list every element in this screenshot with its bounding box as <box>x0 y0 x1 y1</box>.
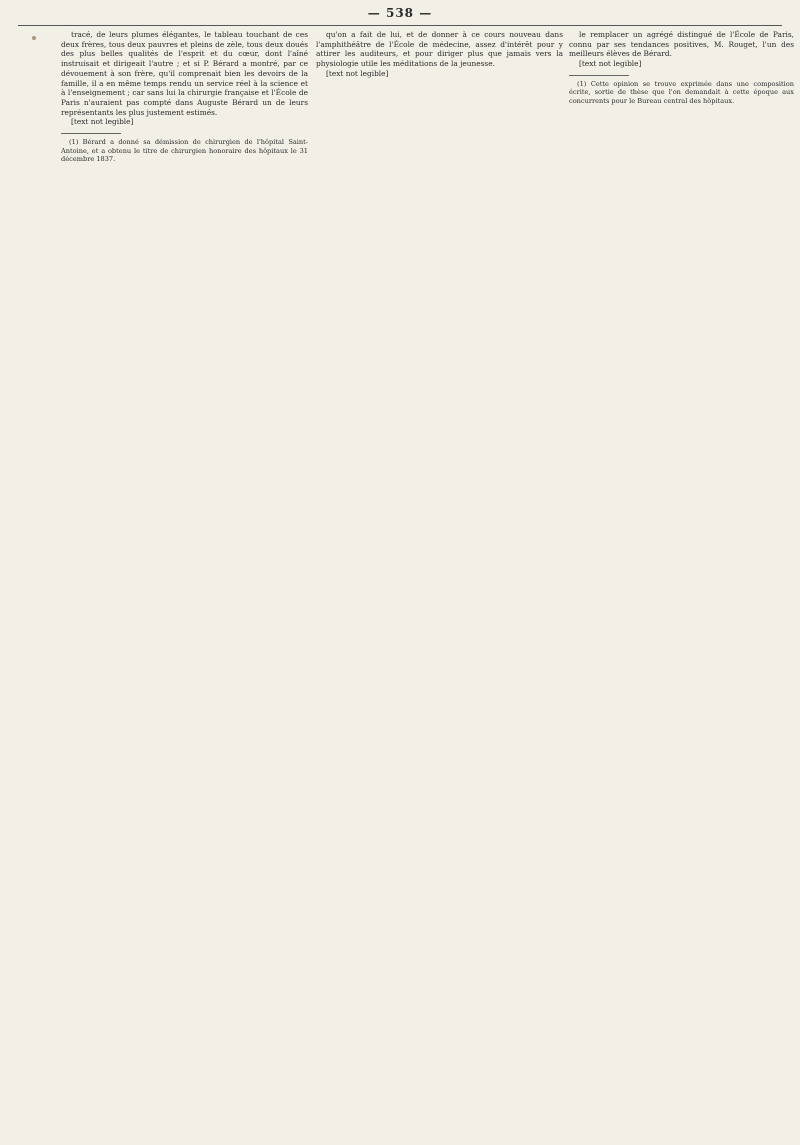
footnote-divider <box>569 75 629 76</box>
footnote-text: (1) Cette opinion se trouve exprimée dans une composition écrite, sortie de thèse que l'on demandait à cette époque aux concurrents pour le Bureau central des hôpitaux. <box>569 79 794 105</box>
article-paragraph: [text not legible] <box>579 59 642 69</box>
header-rule <box>18 25 782 26</box>
footnote <box>569 80 794 106</box>
article-paragraph: le remplacer un agrégé distingué de l'École de Paris, connu par ses tendances positives, M. Rouget, l'un des meilleurs élèves de Bérard. <box>569 30 794 59</box>
ink-spot <box>32 36 36 40</box>
page-header <box>0 2 800 26</box>
article-paragraph: tracé, de leurs plumes élégantes, le tableau touchant de ces deux frères, tous deux pauvres et pleins de zèle, tous deux doués des plus belles qualités de l'esprit et du cœur, dont l'aîné instruisait et dirigeait l'autre ; et si P. Bérard a montré, par ce dévouement à son frère, qu'il comprenait bien les devoirs de la famille, il a en même temps rendu un service réel à la science et à l'enseignement ; car sans lui la chirurgie française et l'École de Paris n'auraient pas compté dans Auguste Bérard un de leurs représentants les plus justement estimés. <box>61 30 308 117</box>
footnote-text: (1) Bérard a donné sa démission de chirurgien de l'hôpital Saint-Antoine, et a obtenu le titre de chirurgien honoraire des hôpitaux le 31 décembre 1837. <box>61 138 308 164</box>
page-number: — 538 — <box>367 6 433 20</box>
footnote-divider <box>61 133 121 134</box>
left-margin <box>2 30 58 1135</box>
footnote <box>61 138 308 164</box>
text-column-2 <box>316 30 563 1135</box>
text-column-3 <box>569 30 794 1135</box>
article-paragraph: [text not legible] <box>326 68 389 78</box>
article-paragraph: [text not legible] <box>71 117 134 127</box>
text-column-1 <box>61 30 308 1135</box>
article-paragraph: qu'on a fait de lui, et de donner à ce cours nouveau dans l'amphithéâtre de l'École de médecine, assez d'intérêt pour y attirer les auditeurs, et pour diriger plus que jamais vers la physiologie utile les méditations de la jeunesse. <box>316 30 563 69</box>
